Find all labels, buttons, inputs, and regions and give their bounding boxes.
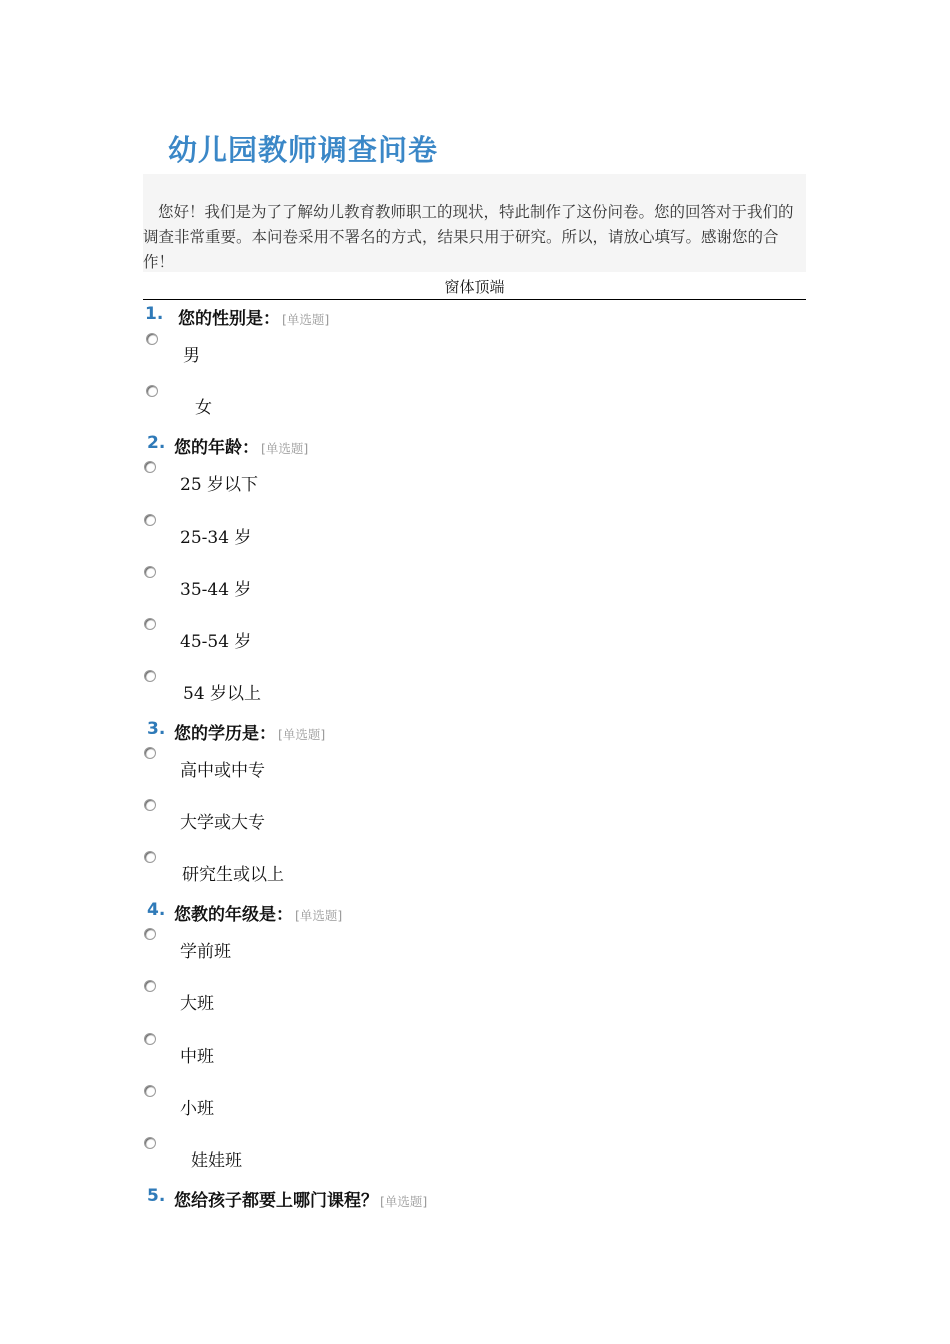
option-label: 45-54 岁 [180, 632, 252, 652]
radio-button[interactable] [144, 514, 156, 526]
option-label: 中班 [180, 1047, 214, 1067]
question-number: 2. [147, 433, 166, 453]
question-number: 5. [147, 1186, 166, 1206]
radio-button[interactable] [144, 747, 156, 759]
radio-button[interactable] [146, 333, 158, 345]
question-text: 您给孩子都要上哪门课程？ [单选题] [174, 1191, 428, 1211]
option-label: 54 岁以上 [183, 684, 262, 704]
question-number: 3. [147, 719, 166, 739]
question-text: 您教的年级是： [单选题] [174, 905, 343, 925]
form-top-label: 窗体顶端 [444, 278, 505, 296]
option-label: 男 [183, 346, 200, 366]
option-label: 学前班 [180, 942, 231, 962]
radio-button[interactable] [144, 1137, 156, 1149]
option-label: 大学或大专 [180, 813, 265, 833]
option-label: 研究生或以上 [182, 865, 284, 885]
radio-button[interactable] [144, 670, 156, 682]
question-type-tag: [单选题] [261, 441, 309, 456]
question-type-tag: [单选题] [295, 908, 343, 923]
question-number: 4. [147, 900, 166, 920]
question-number: 1. [145, 304, 164, 324]
radio-button[interactable] [144, 851, 156, 863]
radio-button[interactable] [144, 980, 156, 992]
radio-button[interactable] [144, 928, 156, 940]
question-type-tag: [单选题] [278, 727, 326, 742]
question-type-tag: [单选题] [380, 1194, 428, 1209]
option-label: 35-44 岁 [180, 580, 252, 600]
option-label: 小班 [180, 1099, 214, 1119]
radio-button[interactable] [146, 385, 158, 397]
divider [143, 299, 806, 300]
intro-box [143, 174, 806, 272]
option-label: 25 岁以下 [180, 475, 259, 495]
option-label: 大班 [180, 994, 214, 1014]
survey-title: 幼儿园教师调查问卷 [168, 133, 439, 167]
option-label: 25-34 岁 [180, 528, 252, 548]
radio-button[interactable] [144, 1085, 156, 1097]
option-label: 娃娃班 [191, 1151, 242, 1171]
radio-button[interactable] [144, 799, 156, 811]
question-type-tag: [单选题] [282, 312, 330, 327]
option-label: 高中或中专 [180, 761, 265, 781]
question-text: 您的年龄： [单选题] [174, 438, 309, 458]
option-label: 女 [195, 398, 212, 418]
radio-button[interactable] [144, 461, 156, 473]
radio-button[interactable] [144, 566, 156, 578]
radio-button[interactable] [144, 618, 156, 630]
intro-text: 您好！我们是为了了解幼儿教育教师职工的现状，特此制作了这份问卷。您的回答对于我们的调查非常重要。本问卷采用不署名的方式，结果只用于研究。所以，请放心填写。感谢您的合作！ [143, 203, 794, 271]
question-text: 您的学历是： [单选题] [174, 724, 326, 744]
radio-button[interactable] [144, 1033, 156, 1045]
question-text: 您的性别是： [单选题] [178, 309, 330, 329]
